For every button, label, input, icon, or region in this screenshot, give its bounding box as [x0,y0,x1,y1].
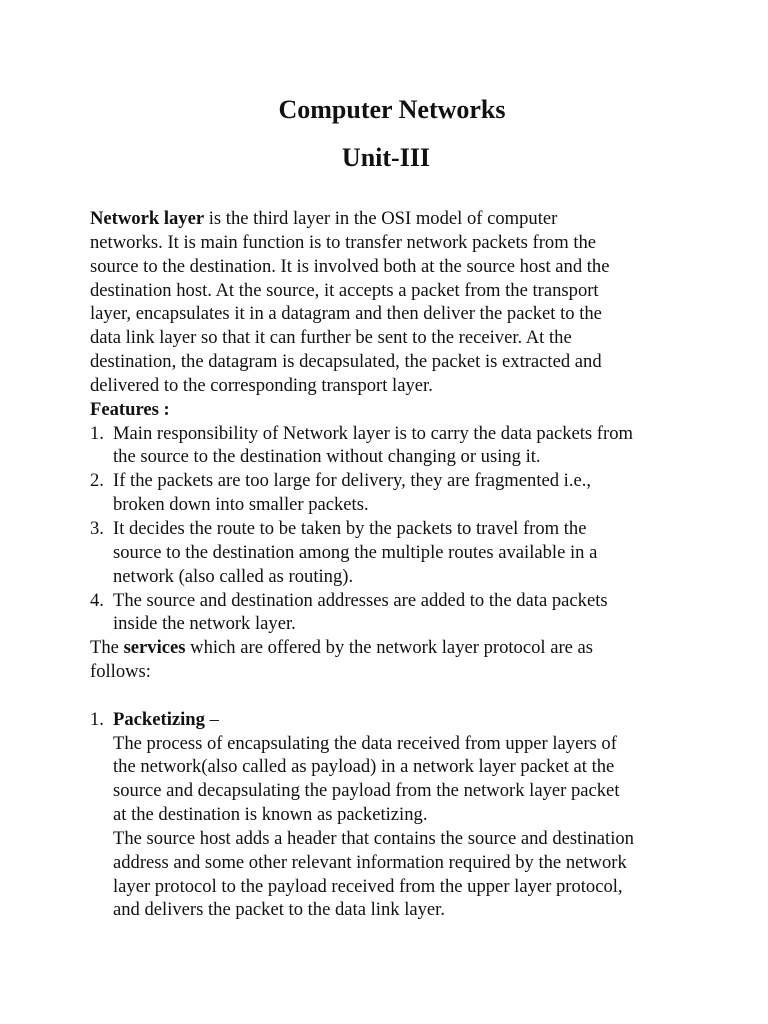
intro-line: destination, the datagram is decapsulated, the packet is extracted and [90,351,602,373]
service-line: address and some other relevant information required by the network [113,851,627,873]
unit-title: Unit-III [341,143,431,172]
intro-text: is the third layer in the OSI model of computer [204,208,558,229]
intro-line: layer, encapsulates it in a datagram and then deliver the packet to the [90,303,602,325]
service-line: and delivers the packet to the data link layer. [113,899,445,921]
service-item: 1. Packetizing – [90,708,219,730]
intro-line: destination host. At the source, it accepts a packet from the transport [90,279,599,301]
feature-line: broken down into smaller packets. [113,494,369,516]
list-number: 2. [90,470,104,492]
services-line: The services which are offered by the network layer protocol are as [90,637,594,659]
services-term: services [123,637,186,659]
intro-line: networks. It is main function is to transfer network packets from the [90,231,597,253]
intro-line: source to the destination. It is involved both at the source host and the [90,255,610,277]
blank-line [90,684,690,708]
feature-line: inside the network layer. [113,613,296,635]
service-line: at the destination is known as packetizing. [113,804,428,826]
list-number: 1. [90,708,104,730]
feature-line: network (also called as routing). [113,565,354,587]
feature-item: 3. It decides the route to be taken by the packets to travel from the [90,517,587,539]
list-number: 3. [90,517,104,539]
service-line: The source host adds a header that contains the source and destination [113,827,634,849]
intro-line [90,207,690,231]
service-line: the network(also called as payload) in a network layer packet at the [113,756,615,778]
intro-line: delivered to the corresponding transport layer. [90,374,433,396]
document-title: Computer Networks [278,95,506,124]
service-line: The process of encapsulating the data received from upper layers of [113,732,617,754]
intro-line: data link layer so that it can further be sent to the receiver. At the [90,327,572,349]
list-number: 4. [90,589,104,611]
feature-line: the source to the destination without changing or using it. [113,446,541,468]
intro-term: Network layer [90,208,205,229]
services-line: follows: [90,661,151,683]
features-heading: Features : [90,398,170,420]
service-line: source and decapsulating the payload from the network layer packet [113,780,620,802]
service-line: layer protocol to the payload received from the upper layer protocol, [113,875,623,897]
feature-line: source to the destination among the multiple routes available in a [113,541,598,563]
service-term: Packetizing [113,708,205,730]
list-number: 1. [90,422,104,444]
document-body [90,207,690,922]
feature-item: 4. The source and destination addresses are added to the data packets [90,589,608,611]
feature-item: 2. If the packets are too large for delivery, they are fragmented i.e., [90,470,592,492]
feature-item: 1. Main responsibility of Network layer is to carry the data packets from [90,422,633,444]
